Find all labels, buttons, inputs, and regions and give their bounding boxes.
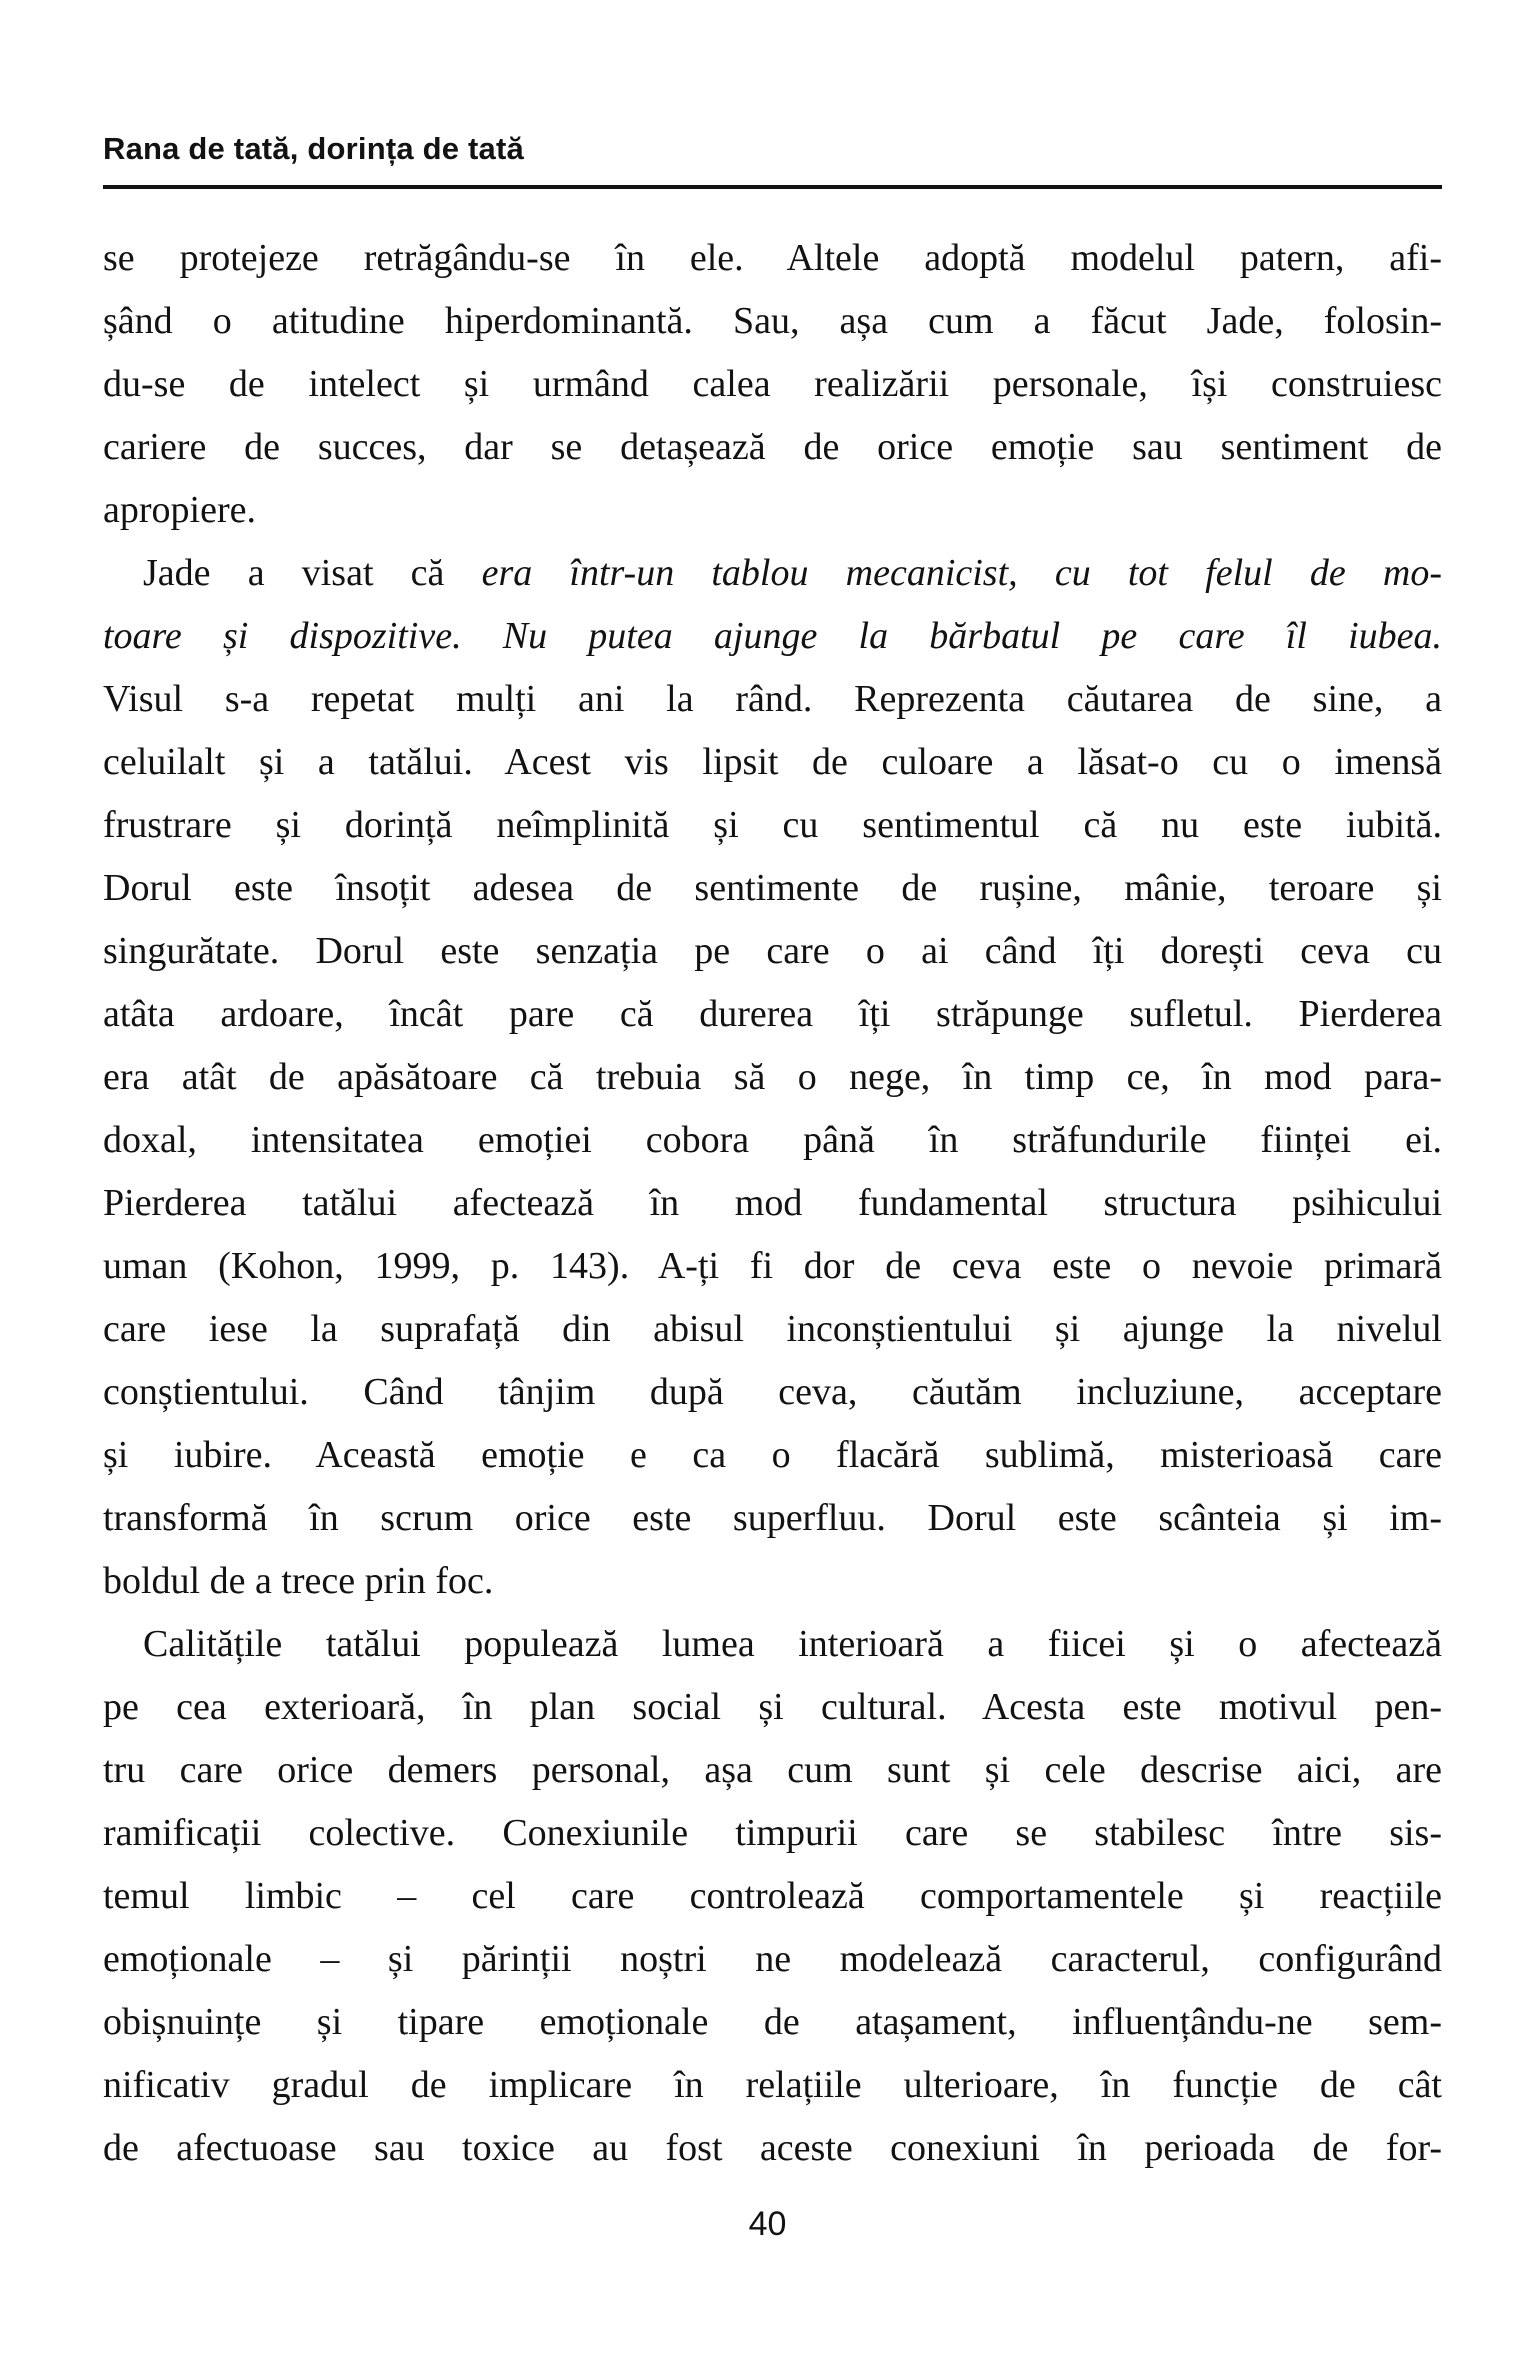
text-line: temul limbic – cel care controlează comportamentele și reacțiile	[103, 1875, 1442, 1917]
text-line: frustrare și dorință neîmplinită și cu sentimentul că nu este iubită.	[103, 804, 1442, 846]
text-line: care iese la suprafață din abisul inconștientului și ajunge la nivelul	[103, 1308, 1442, 1350]
page-body	[103, 227, 1442, 2180]
text-line: celuilalt și a tatălui. Acest vis lipsit de culoare a lăsat-o cu o imensă	[103, 741, 1442, 783]
text-line: doxal, intensitatea emoției cobora până în străfundurile ființei ei.	[103, 1119, 1442, 1161]
text-line: se protejeze retrăgându-se în ele. Altele adoptă modelul patern, afi-	[103, 237, 1442, 279]
paragraph	[103, 227, 1442, 542]
text-line: singurătate. Dorul este senzația pe care o ai când îți dorești ceva cu	[103, 930, 1442, 972]
text-line: șând o atitudine hiperdominantă. Sau, așa cum a făcut Jade, folosin-	[103, 300, 1442, 342]
text-line: toare și dispozitive. Nu putea ajunge la bărbatul pe care îl iubea.	[103, 615, 1442, 657]
text-line: tru care orice demers personal, așa cum sunt și cele descrise aici, are	[103, 1749, 1442, 1791]
text-line: emoționale – și părinții noștri ne modelează caracterul, configurând	[103, 1938, 1442, 1980]
text-line: apropiere.	[103, 489, 256, 531]
text-line: era atât de apăsătoare că trebuia să o nege, în timp ce, în mod para-	[103, 1056, 1442, 1098]
text-line: conștientului. Când tânjim după ceva, căutăm incluziune, acceptare	[103, 1371, 1442, 1413]
paragraph	[103, 1613, 1442, 2180]
text-line: cariere de succes, dar se detașează de orice emoție sau sentiment de	[103, 426, 1442, 468]
text-line: transformă în scrum orice este superfluu. Dorul este scânteia și im-	[103, 1497, 1442, 1539]
text-line: Dorul este însoțit adesea de sentimente de rușine, mânie, teroare și	[103, 867, 1442, 909]
chapter-title: Rana de tată, dorința de tată	[103, 131, 524, 166]
text-line: Visul s-a repetat mulți ani la rând. Reprezenta căutarea de sine, a	[103, 678, 1442, 720]
running-header	[103, 130, 1442, 189]
text-line: de afectuoase sau toxice au fost aceste conexiuni în perioada de for-	[103, 2127, 1442, 2169]
text-line: nificativ gradul de implicare în relațiile ulterioare, în funcție de cât	[103, 2064, 1442, 2106]
text-line: și iubire. Această emoție e ca o flacără sublimă, misterioasă care	[103, 1434, 1442, 1476]
text-line: ramificații colective. Conexiunile timpurii care se stabilesc între sis-	[103, 1812, 1442, 1854]
paragraph	[103, 542, 1442, 1613]
header-divider-rule	[103, 185, 1442, 189]
text-line: Jade a visat că era într-un tablou mecanicist, cu tot felul de mo-	[143, 552, 1442, 594]
text-line: obișnuințe și tipare emoționale de atașament, influențându-ne sem-	[103, 2001, 1442, 2043]
text-line: pe cea exterioară, în plan social și cultural. Acesta este motivul pen-	[103, 1686, 1442, 1728]
text-line: atâta ardoare, încât pare că durerea îți străpunge sufletul. Pierderea	[103, 993, 1442, 1035]
text-line: uman (Kohon, 1999, p. 143). A-ți fi dor de ceva este o nevoie primară	[103, 1245, 1442, 1287]
text-line: boldul de a trece prin foc.	[103, 1560, 494, 1602]
page-number: 40	[748, 2205, 787, 2243]
text-line: Calitățile tatălui populează lumea interioară a fiicei și o afectează	[143, 1623, 1442, 1665]
text-line: du-se de intelect și urmând calea realizării personale, își construiesc	[103, 363, 1442, 405]
text-line: Pierderea tatălui afectează în mod fundamental structura psihicului	[103, 1182, 1442, 1224]
